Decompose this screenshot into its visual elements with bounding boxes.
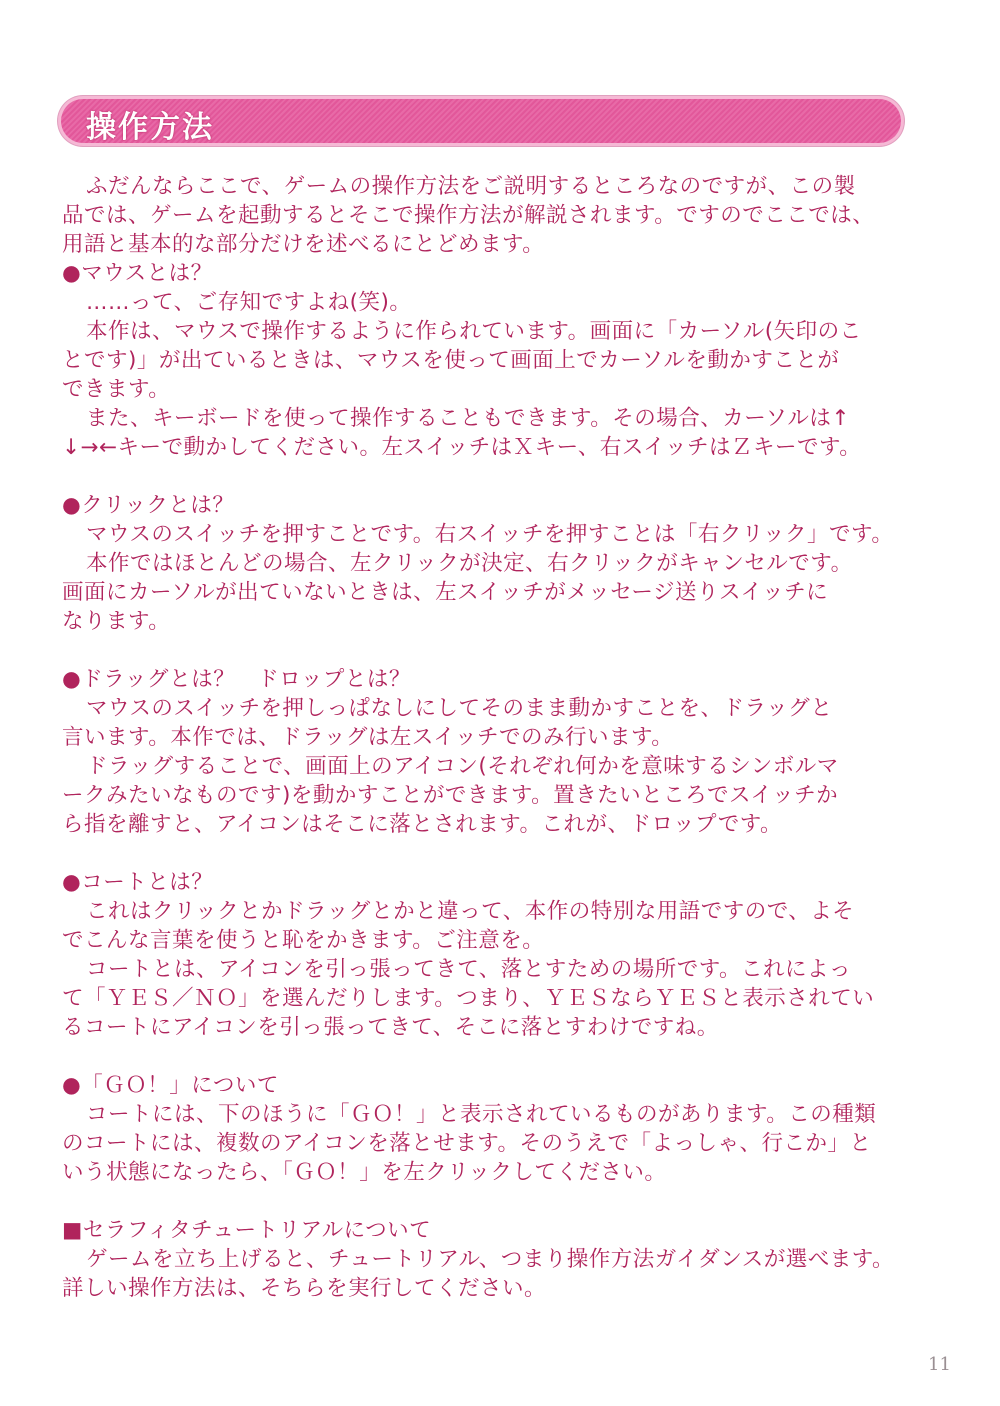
page-title: 操作方法 <box>86 110 214 145</box>
page-number: 11 <box>928 1354 951 1375</box>
section-text-line: なります。 <box>62 609 171 634</box>
section-text-line: マウスのスイッチを押しっぱなしにしてそのまま動かすことを、ドラッグと <box>86 696 833 721</box>
section-text-line: ら指を離すと、アイコンはそこに落とされます。これが、ドロップです。 <box>62 812 782 837</box>
section-spacer <box>62 462 910 491</box>
section-spacer <box>62 839 910 868</box>
manual-section <box>62 1216 910 1303</box>
section-text-line: とです)」が出ているときは、マウスを使って画面上でカーソルを動かすことが <box>62 348 840 373</box>
section-heading: ●クリックとは？ <box>62 493 235 518</box>
section-heading: ●コートとは？ <box>62 870 214 895</box>
section-text-line: いう状態になったら、「ＧＯ！」を左クリックしてください。 <box>62 1160 667 1185</box>
section-spacer <box>62 1042 910 1071</box>
section-text-line: 本作は、マウスで操作するように作られています。画面に「カーソル(矢印のこ <box>86 319 862 344</box>
sections-container <box>62 259 910 1303</box>
section-spacer <box>62 636 910 665</box>
section-text-line: マウスのスイッチを押すことです。右スイッチを押すことは「右クリック」です。 <box>86 522 894 547</box>
intro-line: 用語と基本的な部分だけを述べるにとどめます。 <box>62 232 545 257</box>
manual-section <box>62 259 910 462</box>
section-heading: ■セラフィタチュートリアルについて <box>62 1218 432 1243</box>
section-text-line: ……って、ご存知ですよね(笑)。 <box>86 290 412 315</box>
section-heading: ●「ＧＯ！」について <box>62 1073 279 1098</box>
section-text-line: コートには、下のほうに「ＧＯ！」と表示されているものがあります。この種類 <box>86 1102 877 1127</box>
section-heading: ●マウスとは？ <box>62 261 213 286</box>
manual-section <box>62 491 910 636</box>
section-text-line: のコートには、複数のアイコンを落とせます。そのうえで「よっしゃ、行こか」と <box>62 1131 872 1156</box>
section-title-banner <box>58 96 904 146</box>
intro-line: ふだんならここで、ゲームの操作方法をご説明するところなのですが、この製 <box>86 174 856 199</box>
intro-line: 品では、ゲームを起動するとそこで操作方法が解説されます。ですのでここでは、 <box>62 203 875 228</box>
section-text-line: ゲームを立ち上げると、チュートリアル、つまり操作方法ガイダンスが選べます。 <box>86 1247 894 1272</box>
section-heading: ●ドラッグとは？ ドロップとは？ <box>62 667 411 692</box>
section-text-line: ークみたいなものです)を動かすことができます。置きたいところでスイッチか <box>62 783 839 808</box>
section-text-line: これはクリックとかドラッグとかと違って、本作の特別な用語ですので、よそ <box>86 899 855 924</box>
manual-section <box>62 665 910 839</box>
manual-section <box>62 868 910 1042</box>
manual-body <box>62 172 910 1303</box>
section-text-line: できます。 <box>62 377 171 402</box>
section-text-line: また、キーボードを使って操作することもできます。その場合、カーソルは↑ <box>86 406 850 431</box>
section-text-line: 画面にカーソルが出ていないときは、左スイッチがメッセージ送りスイッチに <box>62 580 829 605</box>
section-text-line: て「ＹＥＳ／ＮＯ」を選んだりします。つまり、ＹＥＳならＹＥＳと表示されてい <box>62 986 875 1011</box>
section-text-line: ドラッグすることで、画面上のアイコン(それぞれ何かを意味するシンボルマ <box>86 754 839 779</box>
section-text-line: 本作ではほとんどの場合、左クリックが決定、右クリックがキャンセルです。 <box>86 551 853 576</box>
section-text-line: 言います。本作では、ドラッグは左スイッチでのみ行います。 <box>62 725 674 750</box>
section-text-line: ↓→←キーで動かしてください。左スイッチはＸキー、右スイッチはＺキーです。 <box>62 435 862 460</box>
section-text-line: 詳しい操作方法は、そちらを実行してください。 <box>62 1276 547 1301</box>
section-text-line: るコートにアイコンを引っ張ってきて、そこに落とすわけですね。 <box>62 1015 719 1040</box>
section-text-line: でこんな言葉を使うと恥をかきます。ご注意を。 <box>62 928 545 953</box>
section-spacer <box>62 1187 910 1216</box>
manual-section <box>62 1071 910 1187</box>
section-text-line: コートとは、アイコンを引っ張ってきて、落とすための場所です。これによっ <box>86 957 852 982</box>
